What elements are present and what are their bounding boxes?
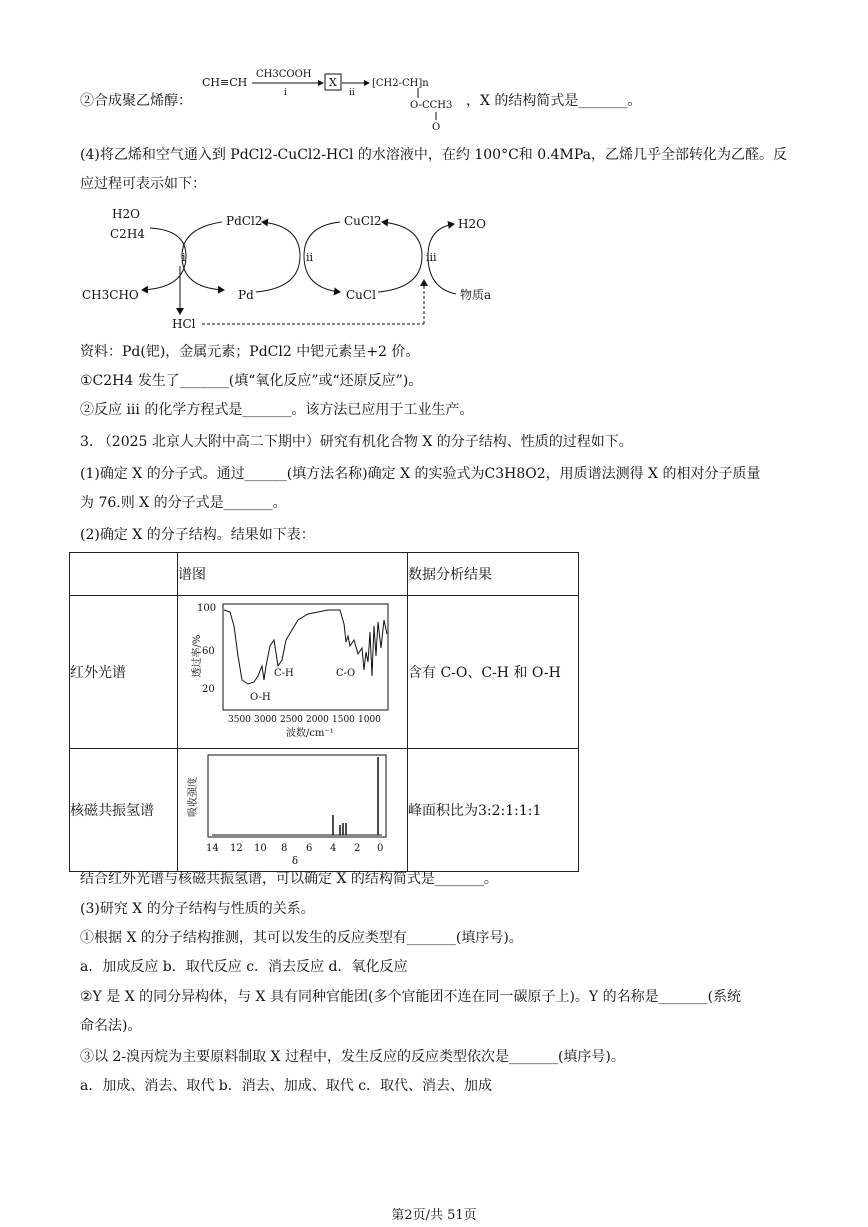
nmr-xtick: 10 — [254, 843, 267, 854]
nmr-chart-cell — [178, 749, 408, 872]
nmr-xtick: 8 — [281, 843, 288, 854]
step-iii-label: iii — [426, 251, 437, 264]
step-ii-label: ii — [306, 251, 314, 264]
step-i-label: i — [182, 251, 186, 264]
label-c2h4: C2H4 — [110, 227, 145, 241]
problem3-intro: 3. （2025 北京人大附中高二下期中）研究有机化合物 X 的分子结构、性质的过程如下。 — [80, 434, 633, 450]
arc-i-pd-out — [182, 256, 224, 290]
ir-xtick: 1000 — [358, 715, 381, 725]
nmr-xtick: 2 — [354, 843, 361, 854]
synthesis-label: ②合成聚乙烯醇： — [80, 93, 192, 109]
ir-xtick: 2500 — [280, 715, 303, 725]
nmr-xtick: 14 — [206, 843, 219, 854]
polymer-pendant: O-CCH3 — [410, 100, 453, 111]
row-nmr-name: 核磁共振氢谱 — [70, 749, 178, 872]
label-h2o-in: H2O — [112, 207, 140, 221]
header-result: 数据分析结果 — [408, 553, 579, 596]
step-ii-label: ii — [349, 88, 355, 98]
label-h2o-out: H2O — [458, 217, 486, 231]
ir-annot-ch: C-H — [274, 668, 294, 679]
problem3-p3q1-options: a．加成反应 b．取代反应 c．消去反应 d．氧化反应 — [80, 959, 408, 975]
nmr-xtick: 4 — [330, 843, 337, 854]
polymer-chain: [CH2-CH]n — [372, 78, 429, 89]
arrowhead — [318, 80, 324, 86]
nmr-spectrum-chart — [178, 749, 407, 867]
table-corner — [70, 553, 178, 596]
row-nmr-result: 峰面积比为3:2:1:1:1 — [408, 749, 579, 872]
q4-line1: (4)将乙烯和空气通入到 PdCl2-CuCl2-HCl 的水溶液中，在约 100°C和 0.4MPa，乙烯几乎全部转化为乙醛。反 — [80, 147, 787, 163]
page-footer: 第2页/共 51页 — [391, 1208, 477, 1223]
arc-i-out — [142, 256, 186, 290]
label-cucl2: CuCl2 — [344, 214, 382, 228]
nmr-xtick: 0 — [377, 843, 384, 854]
info-q2: ②反应 iii 的化学方程式是_______。该方法已应用于工业生产。 — [80, 402, 474, 418]
synthesis-scheme — [200, 64, 480, 134]
catalytic-cycle-diagram — [78, 200, 518, 336]
ir-xtick: 1500 — [332, 715, 355, 725]
ir-xtick: 3500 — [228, 715, 251, 725]
label-pdcl2: PdCl2 — [226, 214, 263, 228]
nmr-ylabel: 吸收强度 — [188, 777, 199, 817]
reagent-acetic-acid: CH3COOH — [256, 69, 312, 80]
problem3-p2: (2)确定 X 的分子结构。结果如下表： — [80, 527, 315, 543]
problem3-p3: (3)研究 X 的分子结构与性质的关系。 — [80, 901, 315, 917]
polymer-carbonyl: O — [432, 122, 441, 133]
ir-ytick: 20 — [202, 684, 215, 695]
ir-ytick: 100 — [197, 603, 217, 614]
arrowhead — [364, 80, 370, 86]
arc-i-pd-in — [182, 222, 222, 256]
info-q1: ①C2H4 发生了_______(填“氧化反应”或“还原反应”)。 — [80, 373, 423, 389]
box-x-label: X — [329, 76, 337, 89]
spectra-table — [69, 552, 579, 872]
q4-line2: 应过程可表示如下： — [80, 176, 206, 192]
nmr-xtick: 12 — [230, 843, 243, 854]
nmr-xlabel: δ — [292, 856, 299, 867]
label-ch3cho: CH3CHO — [82, 288, 139, 302]
label-hcl: HCl — [172, 317, 196, 331]
header-spectrum: 谱图 — [178, 553, 408, 596]
ir-chart-cell — [178, 596, 408, 749]
label-cucl: CuCl — [346, 288, 376, 302]
label-pd: Pd — [238, 288, 254, 302]
ir-annot-co: C-O — [336, 668, 356, 679]
arc-iii-cu — [378, 222, 422, 292]
row-ir-name: 红外光谱 — [70, 596, 178, 749]
ir-spectrum-line — [224, 610, 387, 684]
ir-ylabel: 透过率/% — [192, 634, 203, 678]
ir-spectrum-chart — [178, 596, 407, 744]
row-ir-result: 含有 C-O、C-H 和 O-H — [408, 596, 579, 749]
nmr-xtick: 6 — [306, 843, 313, 854]
problem3-p2b: 结合红外光谱与核磁共振氢谱，可以确定 X 的结构简式是_______。 — [80, 871, 498, 887]
nmr-plot-frame — [208, 755, 386, 837]
arc-i-in — [150, 228, 186, 256]
ir-ytick: 60 — [202, 646, 215, 657]
arc-ii-pd — [256, 222, 300, 292]
ir-annot-oh: O-H — [250, 692, 271, 703]
step-i-label: i — [284, 88, 287, 98]
problem3-p3q2a: ②Y 是 X 的同分异构体，与 X 具有同种官能团(多个官能团不连在同一碳原子上)。Y 的名称是_______(系统 — [80, 989, 742, 1005]
problem3-p1b: 为 76.则 X 的分子式是_______。 — [80, 495, 287, 511]
ir-xlabel: 波数/cm⁻¹ — [286, 728, 334, 739]
problem3-p3q3-options: a．加成、消去、取代 b．消去、加成、取代 c．取代、消去、加成 — [80, 1078, 493, 1094]
reactant-acetylene: CH≡CH — [202, 76, 248, 89]
ir-xtick: 3000 — [254, 715, 277, 725]
problem3-p3q3: ③以 2-溴丙烷为主要原料制取 X 过程中，发生反应的反应类型依次是_______(填序号)。 — [80, 1049, 625, 1065]
info-note: 资料：Pd(钯)，金属元素；PdCl2 中钯元素呈+2 价。 — [80, 344, 420, 360]
label-substance-a: 物质a — [460, 288, 492, 302]
problem3-p3q1: ①根据 X 的分子结构推测，其可以发生的反应类型有_______(填序号)。 — [80, 930, 523, 946]
problem3-p3q2b: 命名法)。 — [80, 1018, 142, 1034]
problem3-p1a: (1)确定 X 的分子式。通过______(填方法名称)确定 X 的实验式为C3H8O2，用质谱法测得 X 的相对分子质量 — [80, 466, 761, 482]
synthesis-question: ，X 的结构简式是_______。 — [466, 93, 642, 109]
ir-xtick: 2000 — [306, 715, 329, 725]
